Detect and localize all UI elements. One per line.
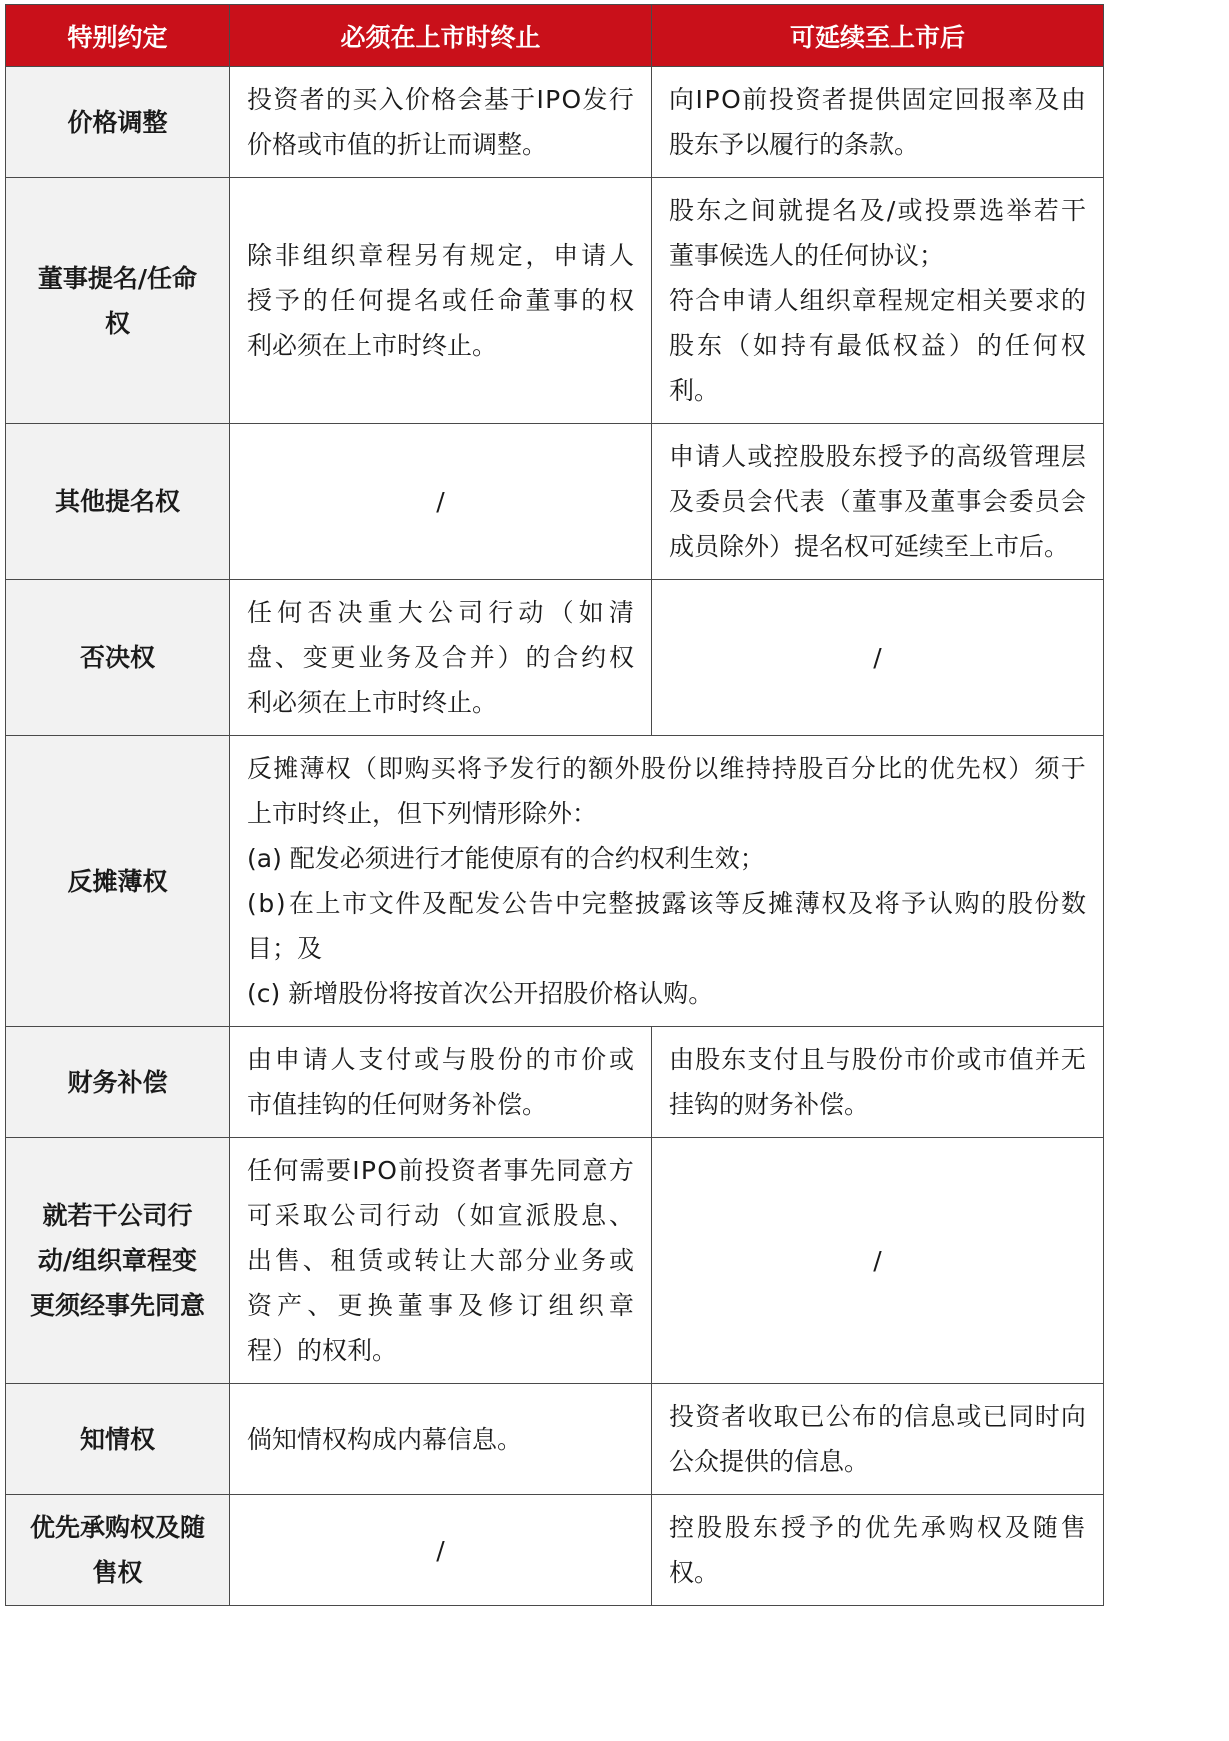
- row-label: [6, 1138, 230, 1384]
- row-label: [6, 580, 230, 736]
- cell-text-line: 股东予以履行的条款。: [669, 130, 920, 159]
- table-row: [6, 1027, 1104, 1138]
- terminate-cell: [230, 1384, 652, 1495]
- cell-text-line: 倘知情权构成内幕信息。: [247, 1424, 523, 1454]
- row-label: [6, 67, 230, 178]
- continue-cell: [652, 580, 1104, 736]
- cell-text-line: 股 东 （ 如 持 有 最 低 权 益 ） 的 任 何 权: [669, 331, 1086, 360]
- cell-text-line: 利。: [669, 376, 720, 405]
- table-row: [6, 1384, 1104, 1495]
- cell-text-line: 任 何 需 要 I P O 前 投 资 者 事 先 同 意 方: [247, 1156, 634, 1185]
- cell-text-line: ( b ) 在 上 市 文 件 及 配 发 公 告 中 完 整 披 露 该 等 反 摊 薄 权 及 将 予 认 购 的 股 份 数: [247, 889, 1086, 918]
- cell-text-line: 董事候选人的任何协议；: [669, 241, 945, 270]
- cell-text-line: 市值挂钩的任何财务补偿。: [247, 1090, 548, 1119]
- table-row: [6, 736, 1104, 1027]
- terminate-cell: [230, 67, 652, 178]
- table-header-row: [6, 5, 1104, 67]
- cell-text-line: 权。: [669, 1558, 720, 1587]
- cell-text-line: 授 予 的 任 何 提 名 或 任 命 董 事 的 权: [247, 286, 634, 315]
- row-label-line: 知情权: [79, 1424, 155, 1454]
- cell-text-line: 上市时终止，但下列情形除外：: [247, 799, 598, 828]
- row-label: [6, 1384, 230, 1495]
- table-row: [6, 67, 1104, 178]
- row-label: [6, 424, 230, 580]
- row-label-line: 动/组织章程变: [37, 1246, 198, 1275]
- cell-text-line: (a) 配发必须进行才能使原有的合约权利生效；: [247, 844, 765, 873]
- terminate-cell: [230, 1495, 652, 1606]
- cell-text-line: 除 非 组 织 章 程 另 有 规 定 ， 申 请 人: [247, 241, 634, 270]
- cell-text-line: 挂钩的财务补偿。: [669, 1090, 870, 1119]
- terminate-cell: [230, 424, 652, 580]
- terminate-cell: [230, 178, 652, 424]
- row-label: [6, 1027, 230, 1138]
- cell-text-line: 投 资 者 的 买 入 价 格 会 基 于 I P O 发 行: [247, 85, 634, 114]
- row-label-line: 否决权: [79, 643, 155, 672]
- cell-text-line: 资 产 、 更 换 董 事 及 修 订 组 织 章: [247, 1291, 634, 1320]
- continue-cell: [652, 1027, 1104, 1138]
- cell-text-line: 投 资 者 收 取 已 公 布 的 信 息 或 已 同 时 向: [669, 1402, 1086, 1431]
- table-row: [6, 424, 1104, 580]
- cell-text-line: 任 何 否 决 重 大 公 司 行 动 （ 如 清: [247, 598, 634, 627]
- cell-text-line: 利必须在上市时终止。: [247, 688, 498, 717]
- cell-text-line: 程）的权利。: [247, 1336, 398, 1365]
- cell-text-line: 公众提供的信息。: [669, 1447, 870, 1476]
- cell-text-line: 出 售 、 租 赁 或 转 让 大 部 分 业 务 或: [247, 1246, 634, 1275]
- empty-cell-slash: /: [873, 643, 882, 672]
- cell-text-line: 及 委 员 会 代 表 （ 董 事 及 董 事 会 委 员 会: [669, 487, 1086, 516]
- continue-cell: [652, 424, 1104, 580]
- special-terms-table: [5, 4, 1104, 1606]
- row-label-line: 就若干公司行: [42, 1201, 193, 1230]
- empty-cell-slash: /: [873, 1246, 882, 1275]
- cell-text-line: 控 股 股 东 授 予 的 优 先 承 购 权 及 随 售: [669, 1513, 1086, 1542]
- cell-text-line: 可 采 取 公 司 行 动 （ 如 宣 派 股 息 、: [247, 1201, 634, 1230]
- cell-text-line: 价格或市值的折让而调整。: [247, 130, 548, 159]
- table-row: [6, 1495, 1104, 1606]
- row-label: [6, 1495, 230, 1606]
- row-label-line: 更须经事先同意: [29, 1291, 205, 1320]
- cell-text-line: 向 I P O 前 投 资 者 提 供 固 定 回 报 率 及 由: [669, 85, 1086, 114]
- cell-text-line: 目；及: [247, 934, 323, 963]
- header-continue-after-listing: 可延续至上市后: [652, 5, 1104, 67]
- row-label-line: 董事提名/任命: [37, 263, 198, 293]
- header-terminate-at-listing: 必须在上市时终止: [230, 5, 652, 67]
- row-label-line: 反摊薄权: [67, 866, 168, 896]
- cell-text-line: 成员除外）提名权可延续至上市后。: [669, 532, 1070, 561]
- table-row: [6, 1138, 1104, 1384]
- merged-terms-cell: [230, 736, 1104, 1027]
- row-label: [6, 178, 230, 424]
- header-special-terms: 特别约定: [6, 5, 230, 67]
- continue-cell: [652, 1138, 1104, 1384]
- table-row: [6, 178, 1104, 424]
- cell-text-line: 股 东 之 间 就 提 名 及 / 或 投 票 选 举 若 干: [669, 196, 1086, 225]
- row-label-line: 优先承购权及随: [29, 1513, 205, 1542]
- row-label-line: 其他提名权: [54, 487, 180, 516]
- row-label-line: 财务补偿: [67, 1067, 168, 1097]
- continue-cell: [652, 67, 1104, 178]
- continue-cell: [652, 1384, 1104, 1495]
- row-label: [6, 736, 230, 1027]
- cell-text-line: 由 股 东 支 付 且 与 股 份 市 价 或 市 值 并 无: [669, 1045, 1086, 1074]
- row-label-line: 权: [104, 308, 130, 338]
- cell-text-line: 反 摊 薄 权 （ 即 购 买 将 予 发 行 的 额 外 股 份 以 维 持 持 股 百 分 比 的 优 先 权 ） 须 于: [247, 754, 1086, 783]
- continue-cell: [652, 1495, 1104, 1606]
- row-label-line: 售权: [92, 1558, 143, 1587]
- terminate-cell: [230, 580, 652, 736]
- row-label-line: 价格调整: [67, 107, 168, 137]
- terminate-cell: [230, 1027, 652, 1138]
- cell-text-line: 符 合 申 请 人 组 织 章 程 规 定 相 关 要 求 的: [669, 286, 1086, 315]
- empty-cell-slash: /: [436, 487, 445, 516]
- table-row: [6, 580, 1104, 736]
- cell-text-line: 利必须在上市时终止。: [247, 331, 498, 360]
- cell-text-line: 申 请 人 或 控 股 股 东 授 予 的 高 级 管 理 层: [669, 442, 1086, 471]
- cell-text-line: 盘 、 变 更 业 务 及 合 并 ） 的 合 约 权: [247, 643, 634, 672]
- terminate-cell: [230, 1138, 652, 1384]
- continue-cell: [652, 178, 1104, 424]
- cell-text-line: 由 申 请 人 支 付 或 与 股 份 的 市 价 或: [247, 1045, 634, 1074]
- cell-text-line: (c) 新增股份将按首次公开招股价格认购。: [247, 979, 714, 1008]
- empty-cell-slash: /: [436, 1535, 445, 1565]
